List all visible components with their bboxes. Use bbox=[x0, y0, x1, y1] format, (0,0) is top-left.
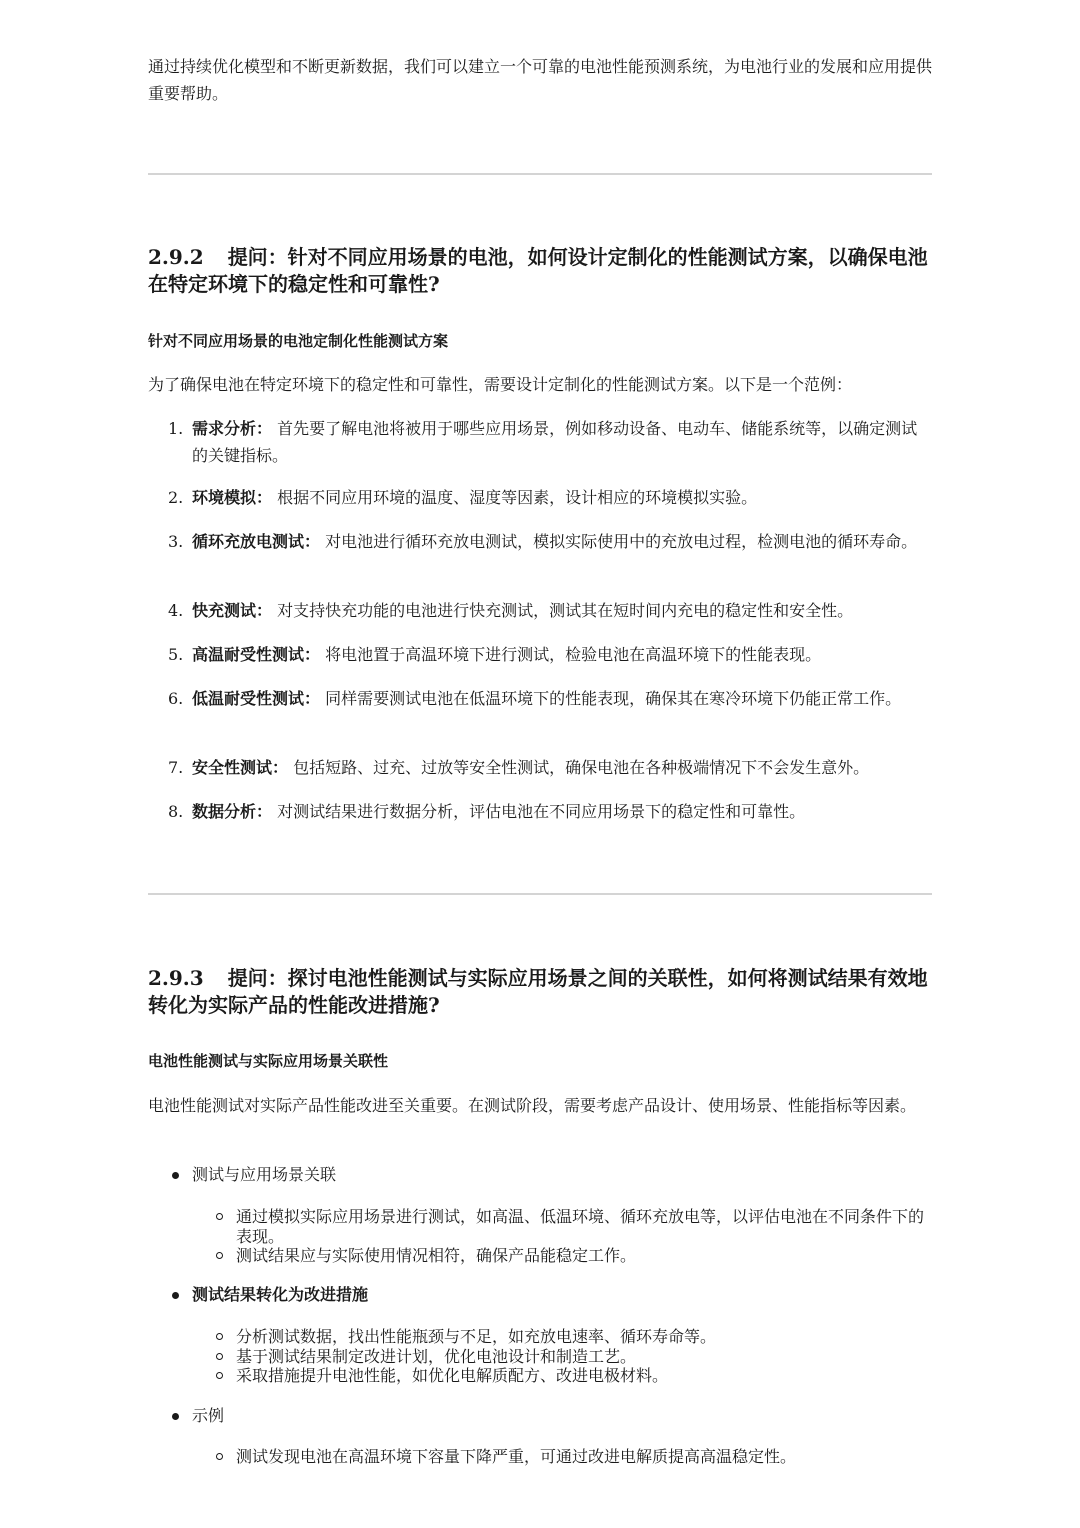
sub-item-text: 采取措施提升电池性能，如优化电解质配方、改进电极材料。 bbox=[236, 1366, 669, 1385]
item-number: 8. bbox=[168, 802, 184, 821]
sub-item-text: 基于测试结果制定改进计划，优化电池设计和制造工艺。 bbox=[236, 1347, 637, 1366]
list-item bbox=[148, 754, 932, 781]
item-number: 4. bbox=[168, 601, 184, 620]
list-item bbox=[148, 484, 932, 511]
sub-item-text: 分析测试数据，找出性能瓶颈与不足，如充放电速率、循环寿命等。 bbox=[236, 1327, 717, 1346]
section-lead: 电池性能测试对实际产品性能改进至关重要。在测试阶段，需要考虑产品设计、使用场景、性能指标等因素。 bbox=[148, 1096, 917, 1115]
bullet-dot-icon bbox=[172, 1172, 179, 1179]
item-text: 将电池置于高温环境下进行测试，检验电池在高温环境下的性能表现。 bbox=[325, 645, 822, 664]
item-text: 对支持快充功能的电池进行快充测试，测试其在短时间内充电的稳定性和安全性。 bbox=[277, 601, 854, 620]
section-subtitle: 针对不同应用场景的电池定制化性能测试方案 bbox=[148, 332, 449, 350]
circle-bullet-icon bbox=[216, 1333, 223, 1340]
circle-bullet-icon bbox=[216, 1353, 223, 1360]
item-term: 高温耐受性测试： bbox=[192, 645, 321, 664]
list-item bbox=[148, 641, 932, 668]
list-item bbox=[148, 528, 932, 555]
item-term: 环境模拟： bbox=[192, 488, 273, 507]
list-item bbox=[148, 798, 932, 825]
circle-bullet-icon bbox=[216, 1213, 223, 1220]
divider bbox=[148, 173, 932, 175]
list-item bbox=[148, 685, 932, 712]
section-subtitle: 电池性能测试与实际应用场景关联性 bbox=[148, 1052, 389, 1070]
bullet-heading: 测试与应用场景关联 bbox=[192, 1165, 337, 1184]
list-item bbox=[148, 415, 932, 469]
item-term: 安全性测试： bbox=[192, 758, 289, 777]
item-number: 2. bbox=[168, 488, 184, 507]
bullet-dot-icon bbox=[172, 1413, 179, 1420]
item-number: 1. bbox=[168, 419, 184, 438]
item-text: 根据不同应用环境的温度、湿度等因素，设计相应的环境模拟实验。 bbox=[277, 488, 758, 507]
circle-bullet-icon bbox=[216, 1252, 223, 1259]
item-text: 对电池进行循环充放电测试，模拟实际使用中的充放电过程，检测电池的循环寿命。 bbox=[325, 532, 918, 551]
bullet-dot-icon bbox=[172, 1292, 179, 1299]
item-text: 包括短路、过充、过放等安全性测试，确保电池在各种极端情况下不会发生意外。 bbox=[293, 758, 870, 777]
circle-bullet-icon bbox=[216, 1372, 223, 1379]
item-term: 循环充放电测试： bbox=[192, 532, 321, 551]
section-heading-2-9-3 bbox=[148, 965, 932, 1019]
section-title: 提问：探讨电池性能测试与实际应用场景之间的关联性，如何将测试结果有效地转化为实际产品的性能改进措施? bbox=[148, 966, 928, 1017]
section-number: 2.9.2 bbox=[148, 245, 204, 269]
sub-item-text: 测试结果应与实际使用情况相符，确保产品能稳定工作。 bbox=[236, 1246, 637, 1265]
divider bbox=[148, 893, 932, 895]
sub-item-text: 测试发现电池在高温环境下容量下降严重，可通过改进电解质提高高温稳定性。 bbox=[236, 1447, 797, 1466]
item-number: 3. bbox=[168, 532, 184, 551]
item-number: 5. bbox=[168, 645, 184, 664]
item-text: 同样需要测试电池在低温环境下的性能表现，确保其在寒冷环境下仍能正常工作。 bbox=[325, 689, 902, 708]
item-term: 数据分析： bbox=[192, 802, 273, 821]
item-term: 低温耐受性测试： bbox=[192, 689, 321, 708]
item-number: 6. bbox=[168, 689, 184, 708]
sub-item-text: 通过模拟实际应用场景进行测试，如高温、低温环境、循环充放电等，以评估电池在不同条件下的表现。 bbox=[236, 1207, 925, 1246]
bullet-heading: 测试结果转化为改进措施 bbox=[192, 1285, 369, 1304]
item-term: 快充测试： bbox=[192, 601, 273, 620]
item-text: 首先要了解电池将被用于哪些应用场景，例如移动设备、电动车、储能系统等，以确定测试的关键指标。 bbox=[192, 419, 918, 465]
list-item bbox=[148, 597, 932, 624]
item-text: 对测试结果进行数据分析，评估电池在不同应用场景下的稳定性和可靠性。 bbox=[277, 802, 806, 821]
section-number: 2.9.3 bbox=[148, 966, 204, 990]
bullet-heading: 示例 bbox=[192, 1406, 225, 1425]
intro-paragraph: 通过持续优化模型和不断更新数据，我们可以建立一个可靠的电池性能预测系统，为电池行业的发展和应用提供重要帮助。 bbox=[148, 57, 933, 103]
item-term: 需求分析： bbox=[192, 419, 273, 438]
section-lead: 为了确保电池在特定环境下的稳定性和可靠性，需要设计定制化的性能测试方案。以下是一个范例： bbox=[148, 375, 853, 394]
section-title: 提问：针对不同应用场景的电池，如何设计定制化的性能测试方案，以确保电池在特定环境下的稳定性和可靠性? bbox=[148, 245, 928, 296]
item-number: 7. bbox=[168, 758, 184, 777]
section-heading-2-9-2 bbox=[148, 244, 932, 298]
circle-bullet-icon bbox=[216, 1453, 223, 1460]
